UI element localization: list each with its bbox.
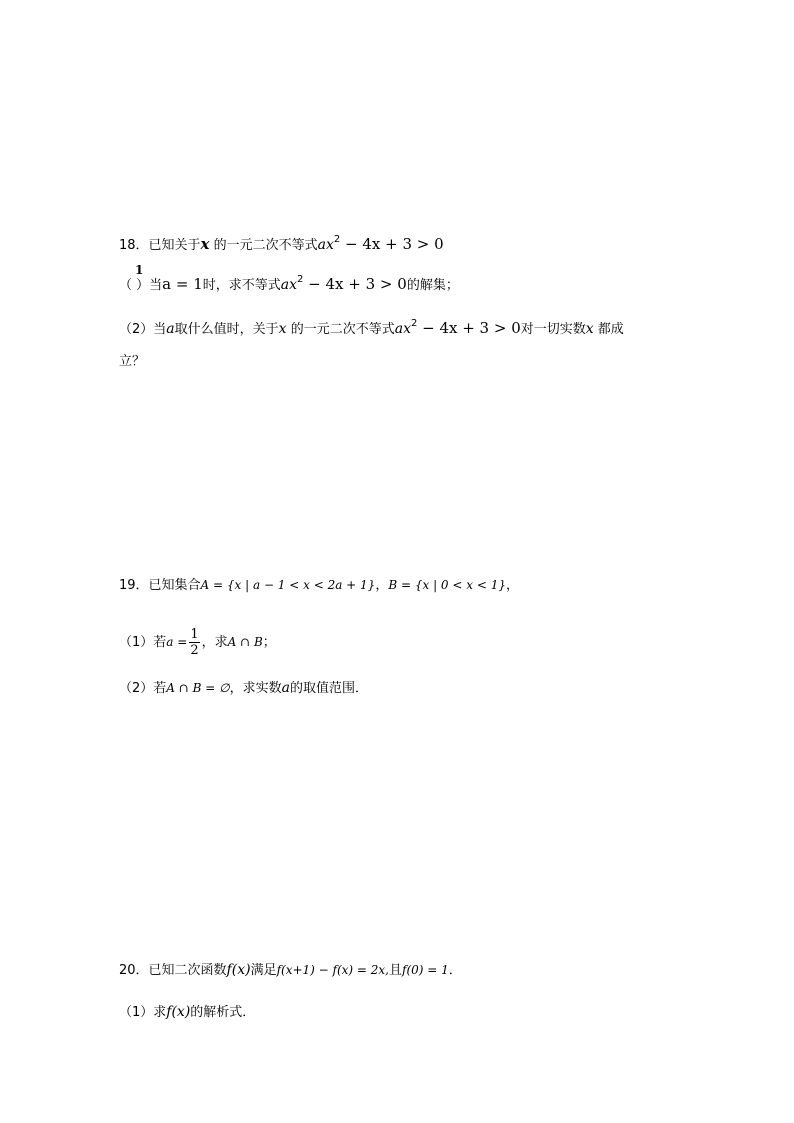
q18-part1-a: 当 <box>149 278 163 293</box>
q18-part1-ineq-x: x <box>289 277 298 293</box>
q19-part2 <box>119 678 368 699</box>
q18-part2 <box>119 318 624 340</box>
q19-stem <box>119 575 519 596</box>
q19-part2-expr: A ∩ B = ∅ <box>166 681 230 695</box>
q19-fraction-denominator: 2 <box>190 643 199 658</box>
q19-part2-var-a: a <box>281 680 290 696</box>
q19-part1 <box>119 627 276 658</box>
q18-part2-ineq-a: a <box>394 321 404 337</box>
q18-part1-ineq-exp: 2 <box>297 274 304 285</box>
q20-stem-d: ． <box>448 963 462 978</box>
q19-set-b: B = {x | 0 < x < 1} <box>388 578 506 592</box>
q19-stem-a: 19．已知集合 <box>119 578 201 593</box>
q19-part2-a: （2）若 <box>119 681 167 696</box>
q18-part2-wrap: 立？ <box>119 354 146 369</box>
q18-var-x: x <box>200 235 210 253</box>
q20-stem-a: 20．已知二次函数 <box>119 963 227 978</box>
q18-part2-b: 取什么值时，关于 <box>174 322 279 337</box>
q20-part1-b: 的解析式． <box>190 1005 256 1020</box>
q19-part1-expr: A ∩ B <box>227 635 263 649</box>
q20-part1-fx: f(x) <box>166 1004 191 1020</box>
q19-part1-a: （1）若 <box>119 635 167 650</box>
q18-part1-c: 的解集； <box>406 278 459 293</box>
q19-set-a: A = {x | a − 1 < x < 2a + 1} <box>200 578 376 592</box>
q20-eq2: f(0) = 1 <box>402 963 449 977</box>
q19-comma: ， <box>375 578 389 593</box>
q20-stem-b: 满足 <box>250 963 277 978</box>
q18-part2-var-x: x <box>278 321 287 337</box>
q18-part1-b: 时，求不等式 <box>202 278 281 293</box>
q20-stem <box>119 960 462 981</box>
q18-part2-d: 对一切实数 <box>520 322 586 337</box>
q18-ineq-rest: − 4x + 3 > 0 <box>340 235 444 253</box>
q18-ineq-exp: 2 <box>333 234 341 245</box>
q18-ineq-x: x <box>326 237 334 253</box>
q19-part1-b: ，求 <box>201 635 228 650</box>
q20-part1-a: （1）求 <box>119 1005 167 1020</box>
q20-eq1: f(x+1) − f(x) = 2x, <box>276 963 389 977</box>
q18-part1-number: 1 <box>135 263 144 277</box>
q19-comma2: ， <box>505 578 519 593</box>
q19-part2-c: 的取值范围． <box>289 681 368 696</box>
q20-part1 <box>119 1002 255 1023</box>
q18-stem-prefix: 18．已知关于 <box>119 238 201 253</box>
q18-ineq-a: a <box>317 237 326 253</box>
q18-part1-ineq-rest: − 4x + 3 > 0 <box>303 275 407 293</box>
q18-part2-e: 都成 <box>593 322 624 337</box>
q18-part2-c: 的一元二次不等式 <box>286 322 395 337</box>
q19-part2-b: ，求实数 <box>229 681 282 696</box>
q18-part2-ineq-rest: − 4x + 3 > 0 <box>417 319 521 337</box>
q18-stem <box>119 234 444 256</box>
q18-part2-var-x2: x <box>585 321 594 337</box>
q19-fraction-numerator: 1 <box>190 627 199 642</box>
q18-part2-var-a: a <box>166 321 175 337</box>
q19-part1-cond: a = <box>166 635 188 649</box>
q18-stem-mid: 的一元二次不等式 <box>209 238 318 253</box>
q18-part1-paren: （ ） <box>119 278 150 293</box>
q18-part2-ineq-exp: 2 <box>410 318 418 329</box>
q19-part1-c: ； <box>262 635 276 650</box>
q20-fx: f(x) <box>226 962 251 978</box>
q18-part2-a: （2）当 <box>119 322 167 337</box>
q19-part1-fraction <box>189 627 199 658</box>
q18-part2-ineq-x: x <box>403 321 411 337</box>
q18-part1-ineq-a: a <box>280 277 290 293</box>
q18-part1 <box>119 274 459 296</box>
q20-stem-c: 且 <box>389 963 403 978</box>
q18-part1-cond: a = 1 <box>162 275 203 293</box>
